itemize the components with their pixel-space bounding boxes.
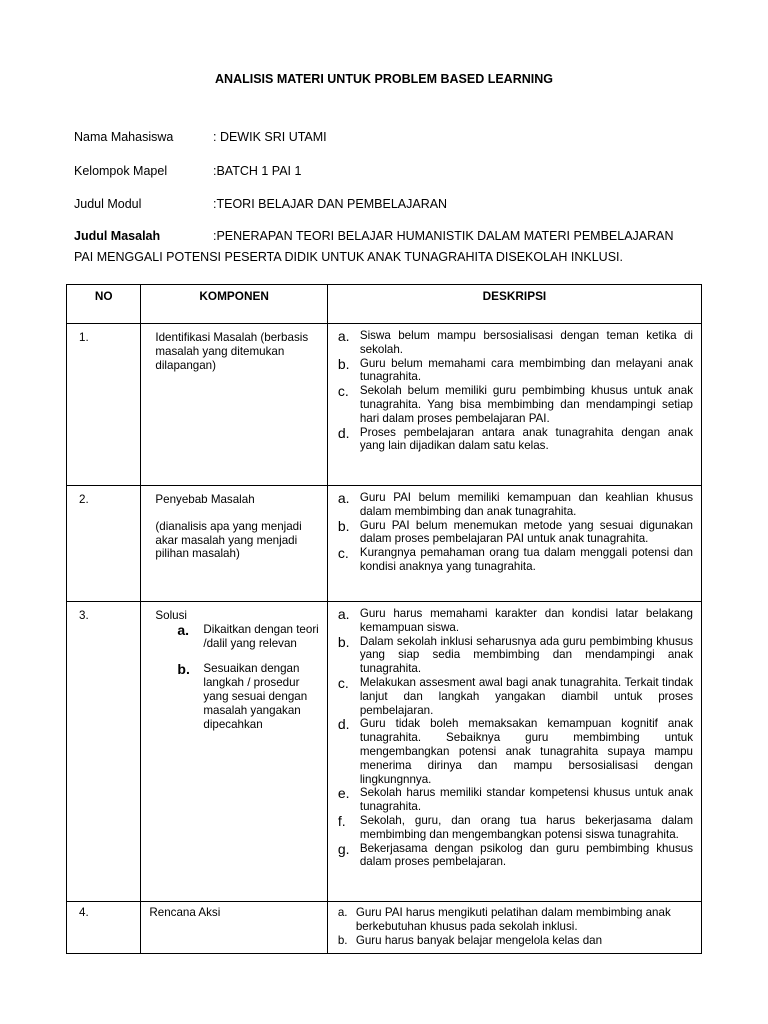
list-item: e. Sekolah harus memiliki standar kompetensi khusus untuk anak tunagrahita. xyxy=(337,785,693,814)
table-header-row xyxy=(67,285,702,324)
table-row xyxy=(67,324,702,486)
info-label-nama: Nama Mahasiswa xyxy=(74,130,174,144)
info-value-kelompok: :BATCH 1 PAI 1 xyxy=(213,164,302,178)
list-item: a. Siswa belum mampu bersosialisasi dengan teman ketika di sekolah. xyxy=(337,328,693,356)
komponen-text: Identifikasi Masalah (berbasis masalah yang ditemukan dilapangan) xyxy=(155,331,309,372)
list-item: d. Proses pembelajaran antara anak tunagrahita dengan anak yang lain dijadikan dalam satu kelas. xyxy=(337,424,693,453)
row-deskripsi xyxy=(327,486,701,602)
komponen-sub-item: a. Dikaitkan dengan teori /dalil yang relevan xyxy=(177,621,319,650)
row-komponen xyxy=(141,486,327,602)
info-label-modul: Judul Modul xyxy=(74,197,142,211)
row-komponen xyxy=(141,902,327,954)
list-item: g. Bekerjasama dengan psikolog dan guru pembimbing khusus dalam proses pembelajaran. xyxy=(337,840,693,869)
row-deskripsi xyxy=(327,902,701,954)
row-number: 3. xyxy=(67,602,141,902)
list-item: b. Guru PAI belum menemukan metode yang sesuai digunakan dalam proses pembelajaran PAI untuk anak tunagrahita. xyxy=(337,517,693,546)
table-row xyxy=(67,902,702,954)
komponen-note: (dianalisis apa yang menjadi akar masalah yang menjadi pilihan masalah) xyxy=(155,519,302,561)
info-value-nama: : DEWIK SRI UTAMI xyxy=(213,130,327,144)
info-label-kelompok: Kelompok Mapel xyxy=(74,164,168,178)
komponen-text: Penyebab Masalah xyxy=(155,493,255,506)
list-item: b. Guru belum memahami cara membimbing dan melayani anak tunagrahita. xyxy=(337,355,693,384)
info-value-masalah: :PENERAPAN TEORI BELAJAR HUMANISTIK DALAM MATERI PEMBELAJARAN xyxy=(213,229,674,243)
list-item: f. Sekolah, guru, dan orang tua harus bekerjasama dalam membimbing dan mengembangkan potensi siswa tunagrahita. xyxy=(337,812,693,841)
table-row xyxy=(67,486,702,602)
header-komponen: KOMPONEN xyxy=(141,285,327,324)
header-no: NO xyxy=(67,285,141,324)
row-komponen xyxy=(141,324,327,486)
list-item: c. Melakukan assesment awal bagi anak tunagrahita. Terkait tindak lanjut dan langkah yangakan diambil untuk proses pembelajaran. xyxy=(337,674,693,717)
row-number: 4. xyxy=(67,902,141,954)
list-item: a. Guru PAI harus mengikuti pelatihan dalam membimbing anak berkebutuhan khusus pada sekolah inklusi. xyxy=(337,906,671,933)
info-label-masalah: Judul Masalah xyxy=(74,229,161,243)
list-item: c. Sekolah belum memiliki guru pembimbing khusus untuk anak tunagrahita. Yang bisa membimbing dan mendampingi setiap hari dalam proses pembelajaran PAI. xyxy=(337,383,693,425)
list-item: a. Guru PAI belum memiliki kemampuan dan keahlian khusus dalam membimbing dan anak tunagrahita. xyxy=(337,490,693,518)
header-deskripsi: DESKRIPSI xyxy=(327,285,701,324)
list-item: d. Guru tidak boleh memaksakan kemampuan kognitif anak tunagrahita. Sebaiknya guru membimbing untuk mengembangkan potensi anak tunagrahita supaya mampu menerima dirinya dan mampu bersosialisasi dengan lingkungnnya. xyxy=(337,716,693,786)
list-item: a. Guru harus memahami karakter dan kondisi latar belakang kemampuan siswa. xyxy=(337,606,693,634)
komponen-sub-item: b. Sesuaikan dengan langkah / prosedur yang sesuai dengan masalah yangakan dipecahkan xyxy=(177,661,308,731)
document-title: ANALISIS MATERI UNTUK PROBLEM BASED LEARNING xyxy=(215,72,553,86)
list-item: b. Guru harus banyak belajar mengelola kelas dan xyxy=(337,933,603,947)
table-row xyxy=(67,602,702,902)
row-komponen xyxy=(141,602,327,902)
row-deskripsi xyxy=(327,324,701,486)
row-number: 1. xyxy=(67,324,141,486)
list-item: c. Kurangnya pemahaman orang tua dalam menggali potensi dan kondisi anaknya yang tunagrahita. xyxy=(337,545,693,573)
komponen-text: Rencana Aksi xyxy=(149,906,221,919)
analysis-table xyxy=(66,284,702,954)
row-number: 2. xyxy=(67,486,141,602)
info-value-modul: :TEORI BELAJAR DAN PEMBELAJARAN xyxy=(213,197,448,211)
row-deskripsi xyxy=(327,602,701,902)
info-value-masalah-continuation: PAI MENGGALI POTENSI PESERTA DIDIK UNTUK ANAK TUNAGRAHITA DISEKOLAH INKLUSI. xyxy=(74,250,623,264)
list-item: b. Dalam sekolah inklusi seharusnya ada guru pembimbing khusus yang siap sedia membimbing dan mendampingi anak tunagrahita. xyxy=(337,633,693,676)
komponen-text: Solusi xyxy=(155,609,187,622)
